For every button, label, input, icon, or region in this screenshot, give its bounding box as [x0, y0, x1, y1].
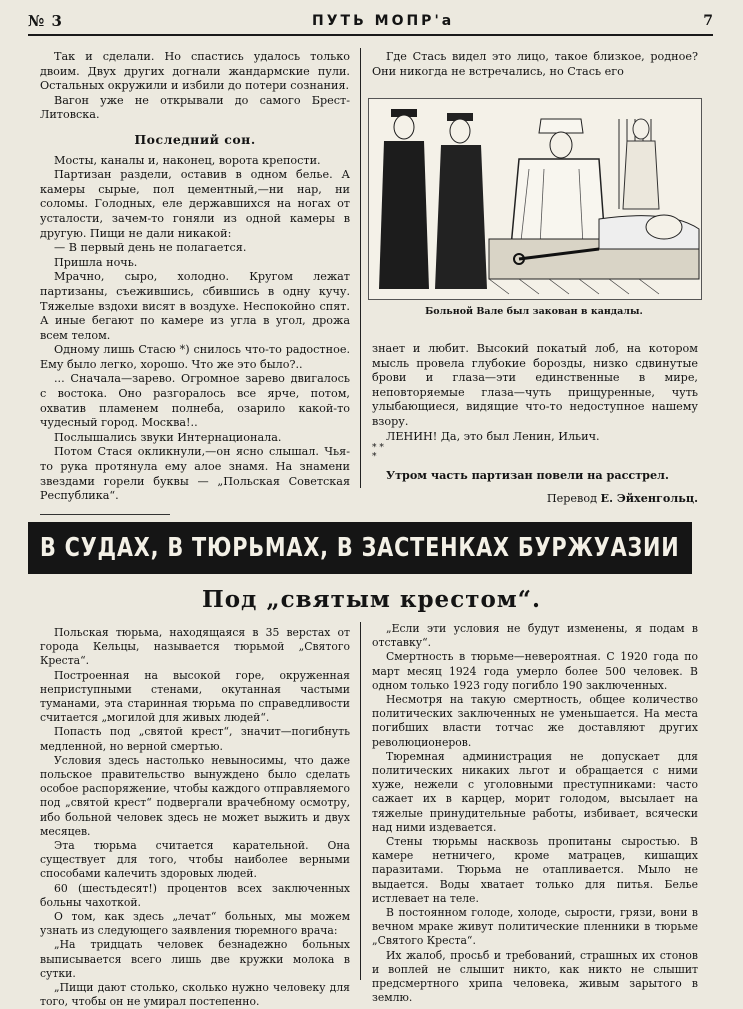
article-left-column — [40, 626, 350, 1009]
paragraph: Утром часть партизан повели на расстрел. — [386, 468, 669, 483]
magazine-title: ПУТЬ МОПР'а — [312, 13, 455, 29]
paragraph: В постоянном голоде, холоде, сырости, грязи, вони в вечном мраке живут политические пленники в тюрьме „Святого Креста“. — [372, 906, 698, 948]
paragraph: Стены тюрьмы насквозь пропитаны сыростью. В камере нетничего, кроме матрацев, кишащих паразитами. Тюрьма не отапливается. Мыло не выдается. Воды хватает только для питья. Белье истлевает на теле. — [372, 835, 698, 905]
illustration-caption: Больной Вале был закован в кандалы. — [425, 306, 643, 317]
paragraph: Мосты, каналы и, наконец, ворота крепости. — [54, 153, 321, 167]
paragraph: Вагон уже не открывали до самого Брест-Литовска. — [40, 93, 350, 122]
paragraph: ЛЕНИН! Да, это был Ленин, Ильич. — [386, 429, 600, 443]
article-right-column — [372, 622, 698, 1005]
banner-text: В СУДАХ, В ТЮРЬМАХ, В ЗАСТЕНКАХ БУРЖУАЗИИ — [40, 533, 680, 563]
illustration-drawing — [369, 99, 701, 299]
paragraph: Смертность в тюрьме—невероятная. С 1920 года по март месяц 1924 года умерло более 500 человек. В одном только 1923 году погибло 190 заключенных. — [372, 650, 698, 692]
paragraph: Их жалоб, просьб и требований, страшных их стонов и воплей не слышит никто, как никто не слышит предсмертного хрипа человека, живым зарытого в землю. — [372, 948, 698, 1005]
page-header — [28, 8, 713, 36]
paragraph: Пришла ночь. — [54, 255, 138, 269]
section-banner — [28, 522, 692, 574]
paragraph: Одному лишь Стасю *) снилось что-то радостное. Ему было легко, хорошо. Что же это было?.. — [40, 343, 350, 371]
paragraph: Тюремная администрация не допускает для политических никаких льгот и обращается с ними хуже, нежели с уголовными преступниками: часто сажает их в карцер, морит голодом, высылает на тяжелые принудительные работы, избивает, всячески над ними издевается. — [372, 749, 698, 834]
column-divider — [360, 622, 361, 980]
paragraph: Потом Стася окликнули,—он ясно слышал. Чья-то рука протянула ему алое знамя. На знамени звездами горели буквы — „Польская Советская Республика“. — [40, 445, 350, 503]
paragraph: „Пищи дают столько, сколько нужно человеку для того, чтобы он не умирал постепенно. — [40, 981, 350, 1009]
section-stars: * * * — [372, 443, 384, 463]
paragraph: Где Стась видел это лицо, такое близкое, родное? Они никогда не встречались, но Стась его — [372, 50, 698, 78]
paragraph: Партизан раздели, оставив в одном белье. А камеры сырые, пол цементный,—ни нар, ни соломы. Голодных, еле державшихся на ногах от усталости, зачем-то гоняли из одной камеры в другую. Пищи не дали никакой: — [40, 168, 350, 240]
article-title: Под „святым крестом“. — [201, 586, 542, 613]
issue-number: № 3 — [28, 12, 63, 30]
translator-name: Е. Эйхенгольц. — [600, 490, 698, 505]
paragraph: Построенная на высокой горе, окруженная неприступными стенами, окутанная частыми туманами, эта старинная тюрьма по справедливости считается „могилой для живых людей“. — [40, 668, 350, 725]
paragraph: Мрачно, сыро, холодно. Кругом лежат партизаны, съежившись, сбившись в одну кучу. Тяжелые вздохи висят в воздухе. Неспокойно спят. А иные бегают по камере из угла в угол, дрожа всем телом. — [40, 270, 350, 342]
translator-prefix: Перевод — [546, 491, 597, 505]
paragraph: „На тридцать человек безнадежно больных выписывается всего лишь две кружки молока в сутки. — [40, 938, 350, 980]
paragraph: — В первый день не полагается. — [54, 241, 247, 255]
paragraph: ... Сначала—зарево. Огромное зарево двигалось с востока. Оно разгоралось все ярче, потом, охватив пламенем полнеба, озарило какой-то чудесный город. Москва!.. — [40, 372, 350, 430]
paragraph: знает и любит. Высокий покатый лоб, на котором мысль провела глубокие борозды, низко сдвинутые брови и глаза—эти единственные в мире, неповторяемые глаза—чуть прищуренные, чуть улыбающиеся, видящие что-то недоступное нашему взору. — [372, 342, 698, 428]
paragraph: Эта тюрьма считается карательной. Она существует для того, чтобы наиболее верными способами калечить здоровых людей. — [40, 839, 350, 881]
right-top-intro — [372, 50, 698, 79]
page-number: 7 — [703, 13, 713, 29]
prison-illustration — [368, 98, 702, 300]
paragraph: 60 (шестьдесят!) процентов всех заключенных больны чахоткой. — [40, 881, 350, 909]
paragraph: Послышались звуки Интернационала. — [54, 430, 282, 444]
paragraph: Так и сделали. Но спастись удалось только двоим. Двух других догнали жандармские пули. Остальных окружили и избили до потери сознания. — [40, 50, 350, 93]
paragraph: Польская тюрьма, находящаяся в 35 верстах от города Кельцы, называется тюрьмой „Святого Креста“. — [40, 626, 350, 668]
paragraph: Несмотря на такую смертность, общее количество политических заключенных не уменьшается. На места погибших власти тотчас же доставляют других революционеров. — [372, 693, 698, 749]
section-subheading: Последний сон. — [134, 131, 256, 147]
translator-credit — [372, 491, 698, 507]
paragraph: О том, как здесь „лечат“ больных, мы можем узнать из следующего заявления тюремного врача: — [40, 910, 350, 938]
paragraph: „Если эти условия не будут изменены, я подам в отставку“. — [372, 622, 698, 650]
paragraph: Попасть под „святой крест“, значит—погибнуть медленной, но верной смертью. — [40, 725, 350, 753]
paragraph: Условия здесь настолько невыносимы, что даже польское правительство вынуждено было сделать особое распоряжение, чтобы каждого отправляемого под „святой крест“ подвергали врачебному осмотру, ибо больной человек здесь не может выжить и двух месяцев. — [40, 753, 350, 838]
column-divider — [360, 48, 361, 488]
left-top-column — [40, 50, 350, 535]
right-top-column — [372, 342, 698, 506]
